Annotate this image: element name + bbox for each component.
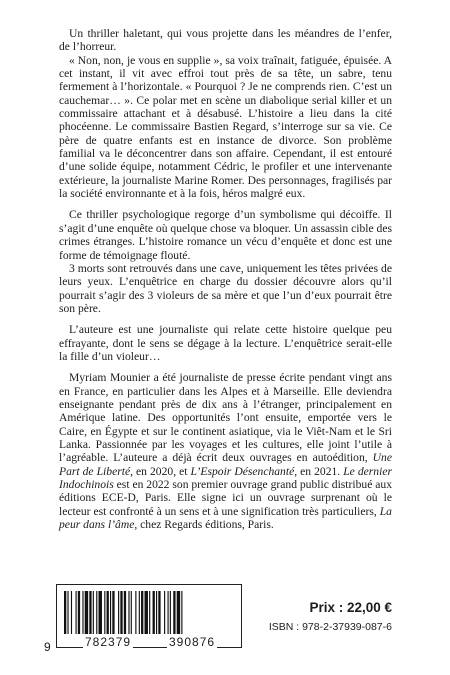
barcode-bar [110,591,111,634]
barcode-bar [112,591,114,634]
barcode-bar [96,591,97,634]
back-cover-text [59,27,392,531]
barcode-bar [85,591,88,634]
barcode-bar [177,591,180,634]
bio-text-c: , en 2021. [294,464,341,478]
barcode-bar [78,591,80,634]
barcode-bar [128,591,129,634]
barcode-bar [131,591,132,634]
barcode-bar [118,591,119,634]
barcode-bar [89,591,91,634]
barcode-bar [139,591,140,634]
barcode-bar [156,591,157,634]
barcode-bar [135,591,136,634]
bio-text-b: , en 2020, et [130,464,188,478]
isbn-label: ISBN : 978-2-37939-087-6 [268,621,392,633]
barcode-bar [104,591,105,634]
book-title-1: Une Part de Liberté [59,451,392,478]
barcode-bar [107,591,109,634]
barcode-bar [170,591,171,634]
barcode-bar [149,591,150,634]
barcode-bar [124,591,126,634]
barcode-bar [158,591,160,634]
isbn-barcode [44,584,240,656]
book-title-2: L’Espoir Désenchanté [190,464,295,478]
book-title-3: Le dernier Indochinois [59,464,392,491]
barcode-bar [181,591,182,634]
barcode-lead-digit: 9 [44,640,51,654]
barcode-left-digits: 782379 [85,635,132,649]
blurb-paragraph-3: Ce thriller psychologique regorge d’un symbolisme qui décoiffe. Il s’agit d’une enquête où quelque chose va bloquer. Un assassin cible des crimes étranges. L’histoire romance un vécu d’enquête et donc est une forme de témoignage flouté. [59,208,392,262]
barcode-bar [168,591,169,634]
blurb-paragraph-1: Un thriller haletant, qui vous projette dans les méandres de l’enfer, de l’horreur. [59,27,392,54]
author-bio [59,371,392,531]
bio-text-a: Myriam Mounier a été journaliste de presse écrite pendant vingt ans en France, en particulier dans les Alpes et à Marseille. Elle deviendra enseignante pendant près de dix ans à l’étranger, principalement en Amérique latine. Des opportunités l’ont ensuite, emportée vers le Caire, en Égypte et sur le continent asiatique, via le Viêt-Nam et le Sri Lanka. Passionnée par les voyages et les cultures, elle joint l’utile à l’agréable. L’auteure a déjà écrit deux ouvrages en autoédition, [59,371,392,465]
blurb-paragraph-5: L’auteure est une journaliste qui relate cette histoire quelque peu effrayante, dont le sens se dégage à la lecture. L’enquêtrice serait-elle la fille d’un violeur… [59,323,392,363]
book-title-4: La peur dans l’âme [59,504,392,532]
bio-text-d: est en 2022 son premier ouvrage grand public distribué aux éditions ECE-D, Paris. Elle signe ici un ouvrage surprenant où le lecteur est confronté à un sens et à une signification très particuliers, [59,478,392,518]
blurb-paragraph-4: 3 morts sont retrouvés dans une cave, uniquement les têtes privées de leurs yeux. L’enquêtrice en charge du dossier découvre alors qu’il pourrait s’agir des 3 violeurs de sa mère et que l’un d’eux pourrait être son père. [59,261,392,315]
barcode-bar [120,591,122,634]
barcode-bar [173,591,175,634]
barcode-bar [164,591,165,634]
barcode-bar [153,591,155,634]
barcode-bar [64,591,66,634]
barcode-right-digits: 390876 [169,635,216,649]
barcode-bar [82,591,83,634]
barcode-bars [63,591,235,634]
barcode-bar [93,591,94,634]
bio-text-e: , chez Regards éditions, Paris. [134,518,274,532]
barcode-frame [56,584,242,648]
blurb-paragraph-2: « Non, non, je vous en supplie », sa voix traînait, fatiguée, épuisée. A cet instant, il vit avec effroi tout près de sa tête, un sabre, tenu fermement à l’horizontale. « Pourquoi ? Je ne comprends rien. C’est un cauchemar… ». Ce polar met en scène un diabolique serial killer et un commissaire attachant et à désabusé. L’histoire a lieu dans la cité phocéenne. Le commissaire Bastien Regard, s’interroge sur sa vie. Ce père de quatre enfants est en instance de divorce. Son problème familial va le déconcentrer dans son affaire. Cependant, il est entouré d’une solide équipe, notamment Cédric, le profiler et une intervenante extérieure, la journaliste Marine Romer. Des personnages, fragilisés par la société environnante et à la fois, héros malgré eux. [59,53,392,201]
barcode-bar [76,591,77,634]
barcode-bar [99,591,102,634]
barcode-bar [141,591,143,634]
barcode-bar [71,591,72,634]
barcode-bar [145,591,148,634]
price-label: Prix : 22,00 € [309,600,392,615]
barcode-bar [67,591,68,634]
